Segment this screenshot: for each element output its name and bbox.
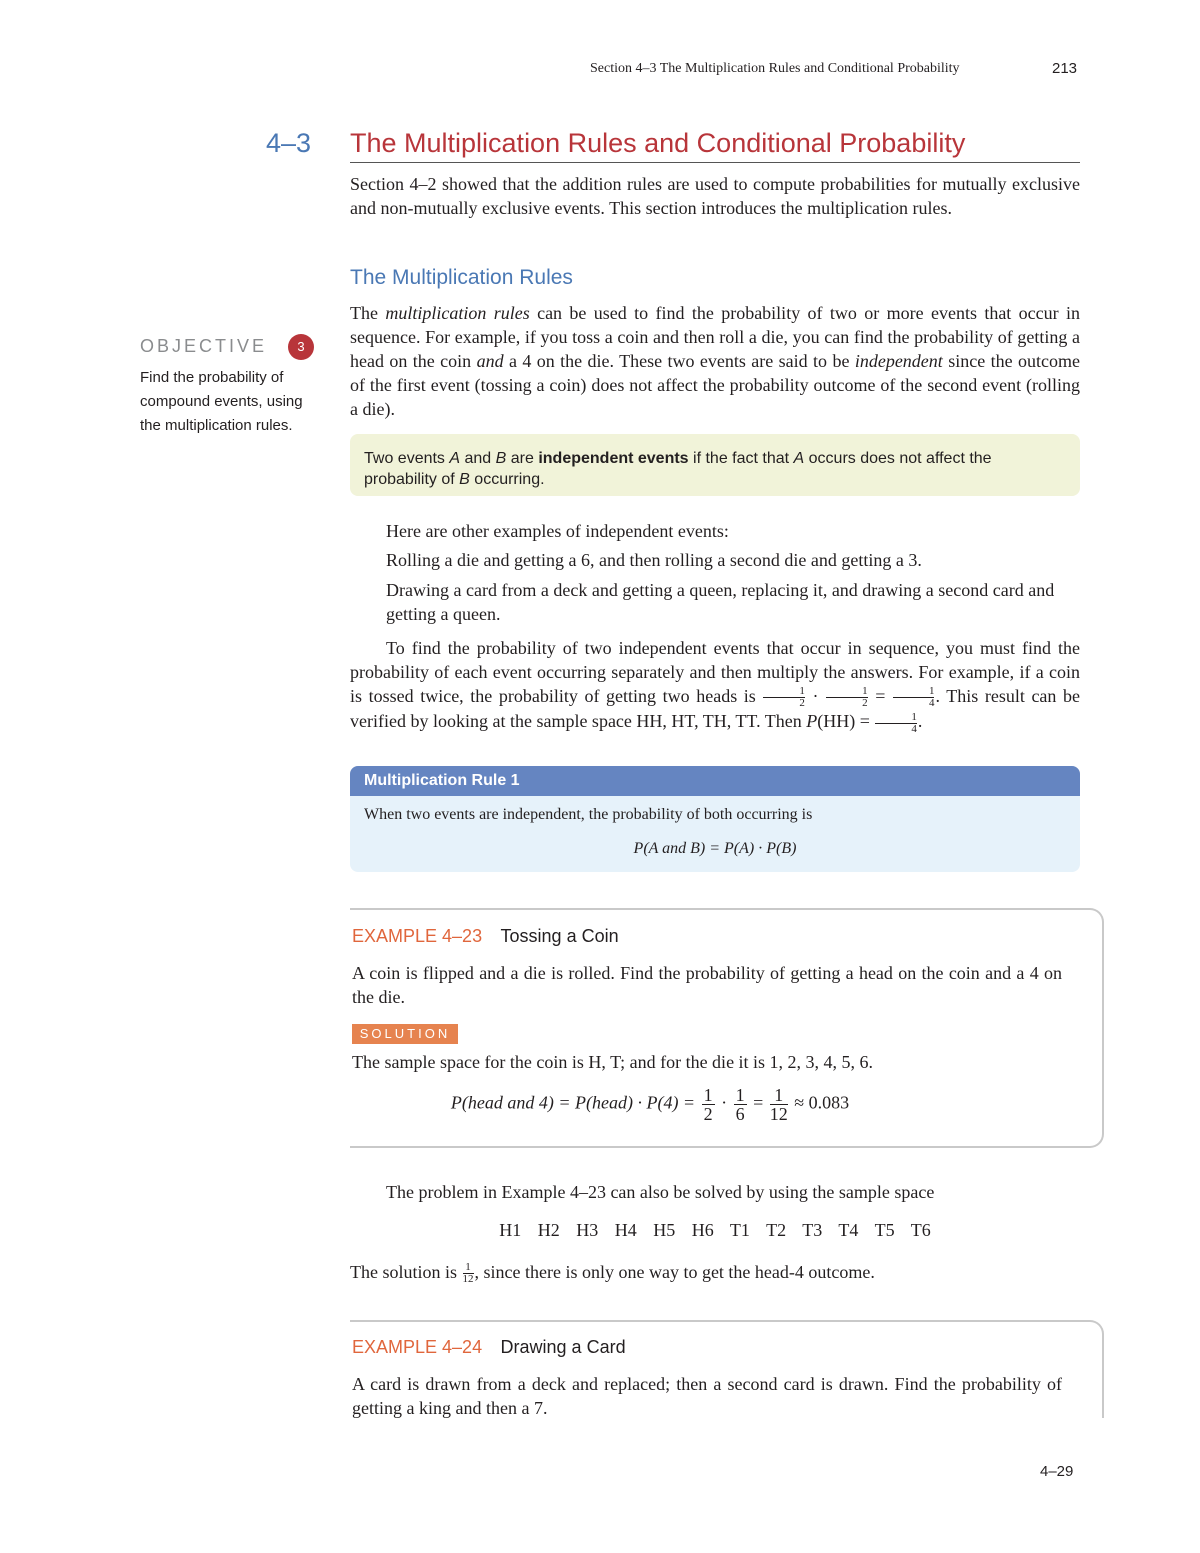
text-run: and: [460, 450, 496, 467]
denominator: 2: [703, 1104, 713, 1124]
example-label: EXAMPLE 4–24: [352, 1337, 483, 1357]
numerator: 1: [826, 686, 868, 698]
rule-formula: P(A and B) = P(A) · P(B): [633, 840, 797, 857]
denominator: 12: [769, 1104, 788, 1124]
operator: =: [868, 686, 892, 706]
section-divider: [350, 162, 1080, 163]
solution-badge: SOLUTION: [352, 1024, 458, 1044]
example-problem: A coin is flipped and a die is rolled. Find the probability of getting a head on the coin and a 4 on the die.: [352, 963, 1062, 1007]
var-b: B: [459, 471, 470, 488]
example-heading: [352, 926, 619, 947]
var-p: P: [806, 711, 818, 732]
emphasis-independent: independent: [854, 351, 943, 371]
objective-text: Find the probability of compound events, using the multiplication rules.: [140, 369, 303, 434]
text-run: .: [917, 711, 923, 732]
solution-text: The sample space for the coin is H, T; and for the die it is 1, 2, 3, 4, 5, 6.: [352, 1052, 874, 1072]
text-run: since the outcome of the first event (tossing a coin) does not affect the probability outcome of the second event (rolling a die).: [350, 351, 1080, 419]
example-card-line: Drawing a card from a deck and getting a queen, replacing it, and drawing a second card and getting a queen.: [386, 580, 1055, 624]
examples-intro-line: Here are other examples of independent events:: [386, 521, 729, 541]
var-a: A: [793, 450, 805, 467]
sample-space-outcomes: H1 H2 H3 H4 H5 H6 T1 T2 T3 T4 T5 T6: [499, 1220, 931, 1240]
denominator: 4: [911, 722, 917, 735]
approximation: ≈ 0.083: [789, 1092, 850, 1113]
definition-term: independent events: [538, 450, 689, 467]
var-a: A: [449, 450, 461, 467]
section-title: The Multiplication Rules and Conditional Probability: [350, 128, 966, 158]
multiplication-rules-paragraph: [350, 301, 1080, 421]
text-run: The: [350, 303, 386, 323]
text-run: (HH) =: [817, 711, 875, 732]
fraction: [893, 686, 935, 709]
fraction: [463, 1262, 474, 1285]
fraction: [702, 1086, 715, 1123]
text-run: To find the probability of two independent events that occur in sequence, you must find the probability of each event occurring separately and then multiply the answers. For example, if a coin is tossed twice, the probability of getting two heads is: [350, 638, 1080, 706]
fraction: [763, 686, 805, 709]
fraction: [770, 1086, 788, 1123]
text-run: The solution is: [350, 1262, 462, 1282]
fraction: [734, 1086, 747, 1123]
denominator: 2: [862, 697, 868, 710]
numerator: 1: [735, 1085, 745, 1105]
text-run: if the fact that: [688, 450, 794, 467]
numerator: 1: [763, 686, 805, 698]
operator: ·: [716, 1092, 732, 1113]
sample-space-solution: [350, 1260, 1080, 1285]
text-run: occurring.: [469, 471, 545, 488]
example-title: Tossing a Coin: [500, 926, 619, 946]
equation-left: P(head and 4) = P(head) · P(4) =: [450, 1092, 700, 1113]
objective-label: OBJECTIVE: [140, 336, 268, 356]
section-intro: Section 4–2 showed that the addition rules are used to compute probabilities for mutually exclusive and non-mutually exclusive events. This section introduces the multiplication rules.: [350, 174, 1080, 218]
fraction: [826, 686, 868, 709]
example-heading: [352, 1337, 626, 1358]
subsection-title: The Multiplication Rules: [350, 266, 573, 289]
definition-text: [364, 448, 1064, 490]
denominator: 12: [462, 1273, 474, 1286]
rule-title: Multiplication Rule 1: [364, 772, 520, 789]
emphasis-and: and: [476, 351, 504, 371]
emphasis-multiplication-rules: multiplication rules: [385, 303, 530, 323]
fraction: [875, 712, 917, 735]
numerator: 1: [893, 686, 935, 698]
text-run: Two events: [364, 450, 450, 467]
numerator: 1: [463, 1262, 474, 1274]
rule-text: When two events are independent, the probability of both occurring is: [364, 806, 813, 823]
text-run: a 4 on the die. These two events are said to be: [503, 351, 855, 371]
example-title: Drawing a Card: [500, 1337, 626, 1357]
text-run: are: [506, 450, 539, 467]
text-run: occurs does not affect the probability of: [364, 450, 992, 488]
sample-space-intro: The problem in Example 4–23 can also be solved by using the sample space: [386, 1182, 935, 1202]
numerator: 1: [703, 1085, 713, 1105]
denominator: 4: [928, 697, 935, 710]
solution-equation: [350, 1086, 950, 1123]
numerator: 1: [875, 712, 917, 724]
operator: =: [748, 1092, 768, 1113]
independent-sequence-paragraph: [350, 636, 1080, 735]
footer-page-code: 4–29: [1040, 1463, 1074, 1480]
text-run: can be used to find the probability of two or more events that occur in sequence. For example, if you toss a coin and then roll a die, you can find the probability of getting a head on the coin: [350, 303, 1081, 371]
denominator: 6: [735, 1104, 745, 1124]
denominator: 2: [799, 697, 805, 710]
example-label: EXAMPLE 4–23: [352, 926, 483, 946]
text-run: , since there is only one way to get the head-4 outcome.: [474, 1262, 875, 1282]
example-die-line: Rolling a die and getting a 6, and then rolling a second die and getting a 3.: [386, 550, 922, 570]
example-problem: A card is drawn from a deck and replaced; then a second card is drawn. Find the probability of getting a king and then a 7.: [352, 1374, 1062, 1418]
var-b: B: [495, 450, 507, 467]
numerator: 1: [770, 1086, 788, 1105]
section-number: 4–3: [266, 128, 312, 158]
running-header: Section 4–3 The Multiplication Rules and Conditional Probability: [590, 61, 960, 76]
objective-number-badge: 3: [288, 334, 314, 360]
operator: ·: [805, 686, 826, 706]
page-number: 213: [1052, 60, 1078, 77]
text-run: . This result can be verified by looking at the sample space HH, HT, TH, TT. Then: [350, 686, 1081, 732]
